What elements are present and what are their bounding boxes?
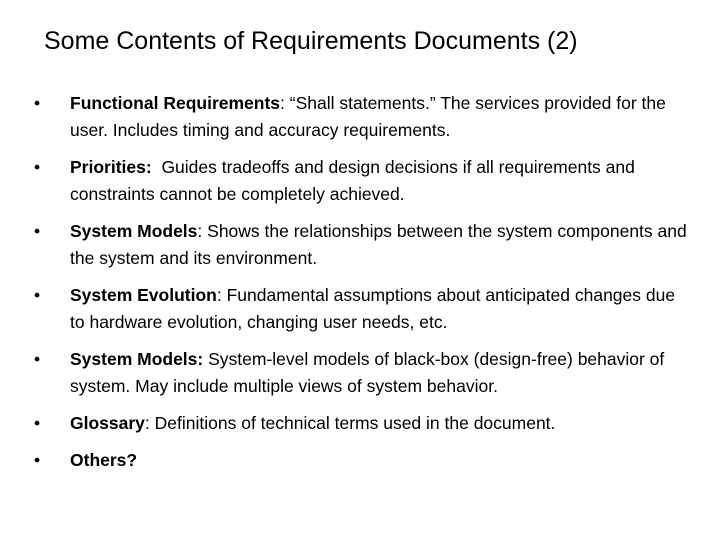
bullet-separator: : [216,285,227,305]
bullet-text: System-level models of black-box (design-free) behavior of system. May include multiple views of system behavior. [70,349,665,396]
bullet-item-system-models [34,218,694,272]
bullet-term: Glossary [70,413,145,433]
bullet-icon: • [34,93,41,113]
bullet-item-others [34,447,694,474]
bullet-icon: • [34,285,41,305]
bullet-separator [152,157,162,177]
bullet-separator: : [197,221,208,241]
bullet-item-system-models-behavior [34,346,694,400]
bullet-separator: : [144,413,155,433]
bullet-icon: • [34,221,41,241]
bullet-term: System Models: [70,349,204,369]
bullet-item-glossary [34,410,694,437]
slide-title: Some Contents of Requirements Documents (2) [44,27,578,55]
bullet-text: Definitions of technical terms used in the document. [154,413,556,433]
bullet-term: System Models [70,221,198,241]
bullet-text: Fundamental assumptions about anticipated changes due to hardware evolution, changing user needs, etc. [70,285,676,332]
bullet-list [34,90,694,484]
bullet-item-system-evolution [34,282,694,336]
bullet-term: Priorities: [70,157,152,177]
bullet-text: Guides tradeoffs and design decisions if all requirements and constraints cannot be completely achieved. [70,157,635,204]
bullet-separator: : [280,93,290,113]
bullet-icon: • [34,349,41,369]
bullet-term: Others? [70,450,138,470]
bullet-item-functional-requirements [34,90,694,144]
bullet-icon: • [34,450,41,470]
bullet-icon: • [34,157,41,177]
bullet-term: Functional Requirements [70,93,281,113]
bullet-term: System Evolution [70,285,217,305]
bullet-item-priorities [34,154,694,208]
bullet-icon: • [34,413,41,433]
bullet-text: “Shall statements.” The services provided for the user. Includes timing and accuracy requirements. [70,93,666,140]
bullet-text: Shows the relationships between the system components and the system and its environment. [70,221,687,268]
